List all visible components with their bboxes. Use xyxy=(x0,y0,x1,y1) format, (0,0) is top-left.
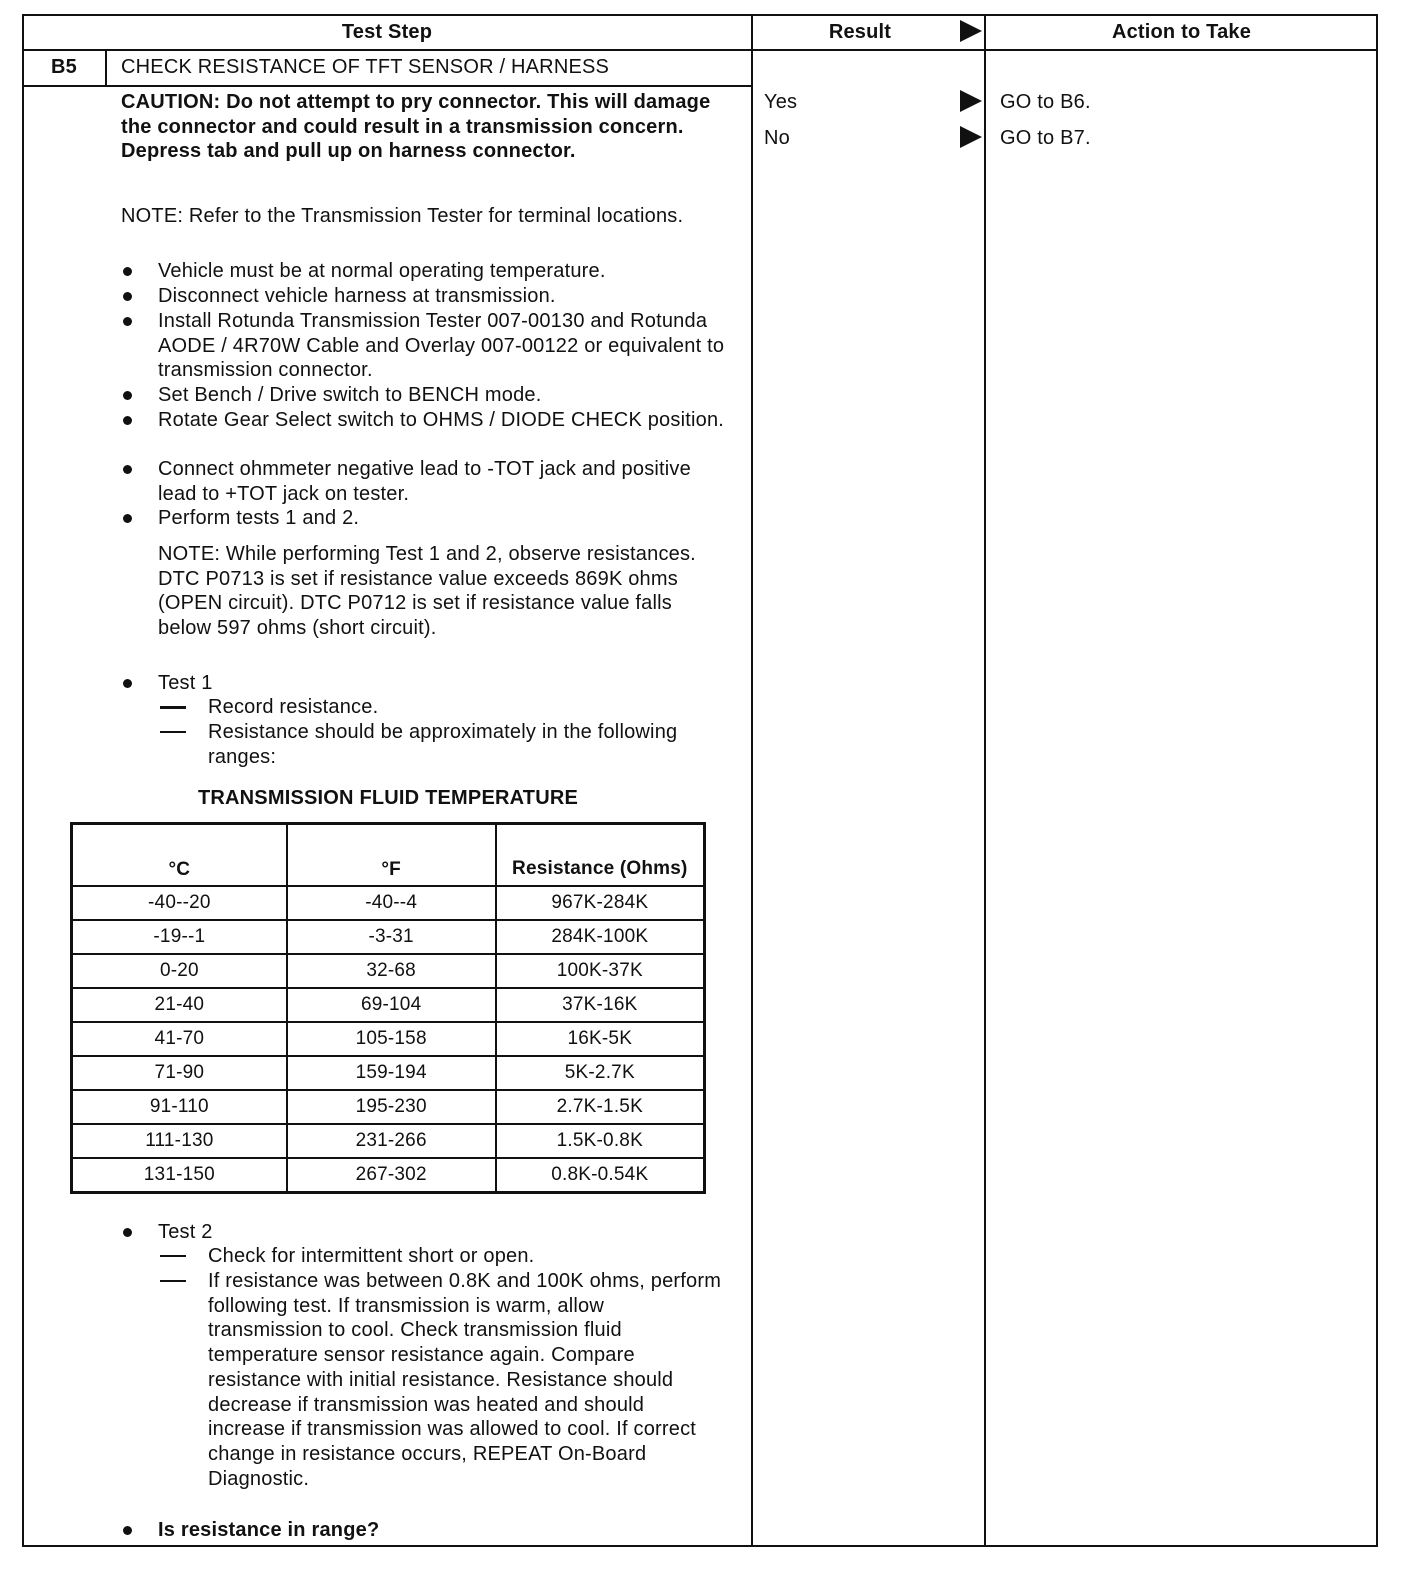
table-row xyxy=(72,1022,705,1056)
table-row xyxy=(72,1158,705,1193)
test2-item: If resistance was between 0.8K and 100K ohms, perform following test. If transmission is warm, allow transmission to cool. Check transmission fluid temperature sensor resistance again. Compare resistance with initial resistance. Resistance should decrease if transmission was heated and should increase if transmission was allowed to cool. If correct change in resistance occurs, REPEAT On-Board Diagnostic. xyxy=(208,1270,722,1490)
caution-text: CAUTION: Do not attempt to pry connector. This will damage the connector and could result in a transmission concern. Depress tab and pull up on harness connector. xyxy=(121,91,711,163)
dash xyxy=(160,706,186,709)
arrow-icon xyxy=(960,90,982,112)
fahrenheit-cell: 69-104 xyxy=(287,988,496,1022)
test1-label: Test 1 xyxy=(158,672,213,694)
table-row xyxy=(72,954,705,988)
table-row xyxy=(72,1124,705,1158)
bullet-text: Vehicle must be at normal operating temperature. xyxy=(158,260,606,282)
celsius-cell: -19--1 xyxy=(72,920,287,954)
divider xyxy=(751,14,753,1547)
resistance-cell: 967K-284K xyxy=(496,886,705,920)
celsius-cell: -40--20 xyxy=(72,886,287,920)
note-terminal-locations: NOTE: Refer to the Transmission Tester for terminal locations. xyxy=(121,205,684,227)
fahrenheit-cell: -40--4 xyxy=(287,886,496,920)
divider xyxy=(22,85,752,87)
question-text: Is resistance in range? xyxy=(158,1519,380,1541)
step-id: B5 xyxy=(51,56,77,78)
celsius-cell: 0-20 xyxy=(72,954,287,988)
result-yes: Yes xyxy=(764,91,798,113)
divider xyxy=(984,14,986,1547)
bullet-text: Set Bench / Drive switch to BENCH mode. xyxy=(158,384,542,406)
fahrenheit-cell: -3-31 xyxy=(287,920,496,954)
result-no: No xyxy=(764,127,790,149)
action-yes: GO to B6. xyxy=(1000,91,1091,113)
celsius-cell: 111-130 xyxy=(72,1124,287,1158)
fahrenheit-cell: 159-194 xyxy=(287,1056,496,1090)
fahrenheit-cell: 195-230 xyxy=(287,1090,496,1124)
test2-label: Test 2 xyxy=(158,1221,213,1243)
resistance-cell: 0.8K-0.54K xyxy=(496,1158,705,1193)
resistance-cell: 5K-2.7K xyxy=(496,1056,705,1090)
divider xyxy=(22,49,1378,51)
header-result: Result xyxy=(828,21,892,43)
celsius-cell: 41-70 xyxy=(72,1022,287,1056)
bullet-text: Rotate Gear Select switch to OHMS / DIODE CHECK position. xyxy=(158,409,725,431)
resistance-cell: 2.7K-1.5K xyxy=(496,1090,705,1124)
bullet-text: Disconnect vehicle harness at transmission. xyxy=(158,285,556,307)
header-test-step: Test Step xyxy=(341,21,433,43)
celsius-cell: 91-110 xyxy=(72,1090,287,1124)
table-title: TRANSMISSION FLUID TEMPERATURE xyxy=(197,787,579,809)
table-row xyxy=(72,920,705,954)
celsius-cell: 71-90 xyxy=(72,1056,287,1090)
dash xyxy=(160,1255,186,1257)
tft-resistance-table xyxy=(70,822,706,1194)
step-title: CHECK RESISTANCE OF TFT SENSOR / HARNESS xyxy=(121,56,610,78)
table-row xyxy=(72,988,705,1022)
resistance-cell: 16K-5K xyxy=(496,1022,705,1056)
test2-item: Check for intermittent short or open. xyxy=(208,1245,535,1267)
test1-item: Record resistance. xyxy=(208,696,379,718)
celsius-cell: 131-150 xyxy=(72,1158,287,1193)
bullet-text: Perform tests 1 and 2. xyxy=(158,507,360,529)
table-row xyxy=(72,1056,705,1090)
arrow-icon xyxy=(960,126,982,148)
bullet-text: Connect ohmmeter negative lead to -TOT jack and positive lead to +TOT jack on tester. xyxy=(158,458,691,505)
fahrenheit-cell: 105-158 xyxy=(287,1022,496,1056)
resistance-cell: 100K-37K xyxy=(496,954,705,988)
fahrenheit-cell: 231-266 xyxy=(287,1124,496,1158)
test1-item: Resistance should be approximately in the following ranges: xyxy=(208,721,678,768)
table-row xyxy=(72,886,705,920)
fahrenheit-cell: 267-302 xyxy=(287,1158,496,1193)
bullet-text: Install Rotunda Transmission Tester 007-00130 and Rotunda AODE / 4R70W Cable and Overlay 007-00122 or equivalent to transmission connector. xyxy=(158,310,725,382)
dash xyxy=(160,1280,186,1282)
arrow-icon xyxy=(960,20,982,42)
col-header-resistance: Resistance (Ohms) xyxy=(496,824,705,887)
action-no: GO to B7. xyxy=(1000,127,1091,149)
resistance-cell: 37K-16K xyxy=(496,988,705,1022)
col-header-fahrenheit: °F xyxy=(287,824,496,887)
celsius-cell: 21-40 xyxy=(72,988,287,1022)
resistance-cell: 284K-100K xyxy=(496,920,705,954)
col-header-celsius: °C xyxy=(72,824,287,887)
resistance-cell: 1.5K-0.8K xyxy=(496,1124,705,1158)
header-action: Action to Take xyxy=(1111,21,1252,43)
dash xyxy=(160,731,186,733)
fahrenheit-cell: 32-68 xyxy=(287,954,496,988)
table-row xyxy=(72,1090,705,1124)
note-dtc: NOTE: While performing Test 1 and 2, observe resistances. DTC P0713 is set if resistance value exceeds 869K ohms (OPEN circuit). DTC P0712 is set if resistance value falls below 597 ohms (short circuit). xyxy=(158,543,696,640)
